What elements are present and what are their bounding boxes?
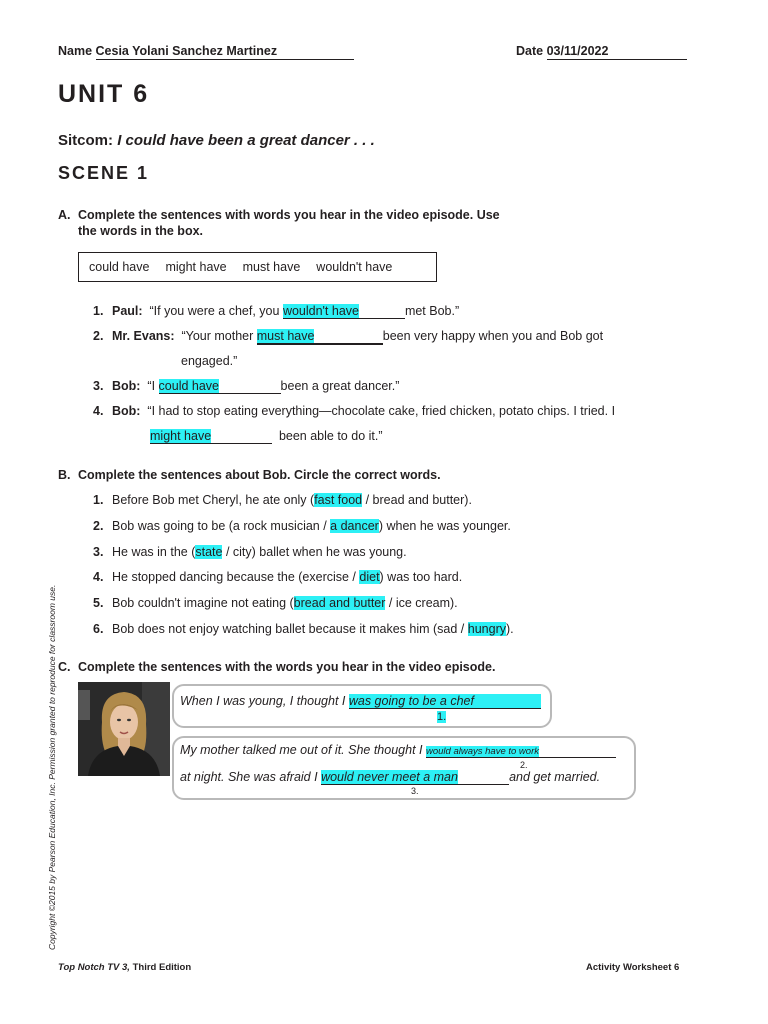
item-number: 1. <box>93 493 104 507</box>
name-value[interactable]: Cesia Yolani Sanchez Martinez <box>96 44 354 60</box>
section-b-instruction: Complete the sentences about Bob. Circle the correct words. <box>78 468 441 482</box>
edition: Third Edition <box>129 962 192 973</box>
date-line <box>516 44 687 60</box>
circled-answer[interactable]: a dancer <box>330 519 379 533</box>
text: ). <box>506 622 514 636</box>
text: been very happy when you and Bob got <box>382 329 604 343</box>
text: / ice cream). <box>385 596 458 610</box>
answer: would always have to work <box>425 746 539 757</box>
item-number: 2. <box>93 329 104 343</box>
text: met Bob.” <box>404 304 460 318</box>
bubble-1-line <box>180 694 541 709</box>
text: Bob was going to be (a rock musician / <box>112 519 331 533</box>
item-number: 6. <box>93 622 104 636</box>
item-number: 3. <box>93 379 104 393</box>
a-item-2-cont: engaged.” <box>181 354 238 368</box>
a-item-4 <box>93 404 615 418</box>
word-box-item: might have <box>165 260 227 274</box>
speaker: Mr. Evans: <box>112 329 175 343</box>
a-item-4-cont <box>150 429 383 444</box>
text: ) when he was younger. <box>378 519 511 533</box>
text: When I was young, I thought I <box>180 694 346 708</box>
b-item-6 <box>93 622 514 636</box>
date-label: Date <box>516 44 544 58</box>
circled-answer[interactable]: hungry <box>467 622 506 636</box>
text: ) was too hard. <box>379 570 463 584</box>
b-item-1 <box>93 493 472 507</box>
answer: might have <box>150 429 212 443</box>
text: Bob couldn't imagine not eating ( <box>112 596 294 610</box>
speaker: Bob: <box>112 404 141 418</box>
a-item-2 <box>93 329 603 345</box>
a-item-3 <box>93 379 399 394</box>
woman-portrait-icon <box>78 682 170 776</box>
answer-blank[interactable] <box>257 329 383 345</box>
word-box-item: must have <box>242 260 301 274</box>
section-a-instruction-2: the words in the box. <box>78 224 204 238</box>
text: and get married. <box>509 770 601 784</box>
sitcom-heading <box>58 132 375 149</box>
name-label: Name <box>58 44 93 58</box>
footer-left <box>58 962 191 973</box>
item-number: 4. <box>93 570 104 584</box>
text: He was in the ( <box>112 545 196 559</box>
item-number: 5. <box>93 596 104 610</box>
word-box <box>78 252 437 282</box>
sitcom-label: Sitcom: <box>58 132 114 149</box>
item-number: 3. <box>93 545 104 559</box>
answer-blank[interactable] <box>426 743 616 758</box>
text: “I <box>147 379 156 393</box>
speaker: Bob: <box>112 379 141 393</box>
speaker: Paul: <box>112 304 143 318</box>
answer-blank[interactable] <box>321 770 509 785</box>
circled-answer[interactable]: fast food <box>314 493 363 507</box>
b-item-3 <box>93 545 407 559</box>
answer: was going to be a chef <box>349 694 541 708</box>
answer: wouldn't have <box>282 304 359 318</box>
blank-number-1: 1. <box>437 711 447 723</box>
text: “Your mother <box>181 329 254 343</box>
item-number: 4. <box>93 404 104 418</box>
answer-blank[interactable] <box>283 304 405 319</box>
text: My mother talked me out of it. She thought I <box>180 743 423 757</box>
blank-number-2: 2. <box>520 760 528 770</box>
section-a-instruction-1: Complete the sentences with words you hear in the video episode. Use <box>78 208 500 222</box>
text: He stopped dancing because the (exercise / <box>112 570 360 584</box>
b-item-4 <box>93 570 462 584</box>
section-a-letter: A. <box>58 208 71 222</box>
text: “If you were a chef, you <box>149 304 280 318</box>
section-c-letter: C. <box>58 660 71 674</box>
video-still-image <box>78 682 170 776</box>
text: “I had to stop eating everything—chocolate cake, fried chicken, potato chips. I tried. I <box>147 404 616 418</box>
text: been able to do it.” <box>278 429 383 443</box>
bubble-2-line-1 <box>180 743 616 758</box>
word-box-item: wouldn't have <box>316 260 393 274</box>
answer-blank[interactable] <box>159 379 281 394</box>
a-item-1 <box>93 304 459 319</box>
unit-title: UNIT 6 <box>58 80 150 108</box>
sitcom-title: I could have been a great dancer . . . <box>117 132 375 149</box>
b-item-2 <box>93 519 511 533</box>
item-number: 2. <box>93 519 104 533</box>
text: at night. She was afraid I <box>180 770 318 784</box>
circled-answer[interactable]: state <box>195 545 223 559</box>
text: Before Bob met Cheryl, he ate only ( <box>112 493 315 507</box>
answer: must have <box>256 329 315 343</box>
text: Bob does not enjoy watching ballet because it makes him (sad / <box>112 622 468 636</box>
item-number: 1. <box>93 304 104 318</box>
footer-right: Activity Worksheet 6 <box>586 962 680 973</box>
copyright-notice: Copyright ©2015 by Pearson Education, Inc. Permission granted to reproduce for classroom use. <box>47 584 57 950</box>
word-box-item: could have <box>89 260 150 274</box>
section-c-instruction: Complete the sentences with the words you hear in the video episode. <box>78 660 496 674</box>
scene-title: SCENE 1 <box>58 163 150 183</box>
circled-answer[interactable]: bread and butter <box>293 596 386 610</box>
answer-blank[interactable] <box>349 694 541 709</box>
book-title: Top Notch TV 3, <box>58 962 130 973</box>
bubble-2-line-2 <box>180 770 600 785</box>
section-b-letter: B. <box>58 468 71 482</box>
answer: could have <box>158 379 220 393</box>
answer-blank[interactable] <box>150 429 272 444</box>
answer: would never meet a man <box>321 770 458 784</box>
text: / city) ballet when he was young. <box>222 545 407 559</box>
b-item-5 <box>93 596 458 610</box>
date-value[interactable]: 03/11/2022 <box>547 44 687 60</box>
name-line <box>58 44 354 60</box>
text: been a great dancer.” <box>280 379 400 393</box>
circled-answer[interactable]: diet <box>359 570 380 584</box>
text: / bread and butter). <box>362 493 472 507</box>
blank-number-3: 3. <box>411 786 419 796</box>
